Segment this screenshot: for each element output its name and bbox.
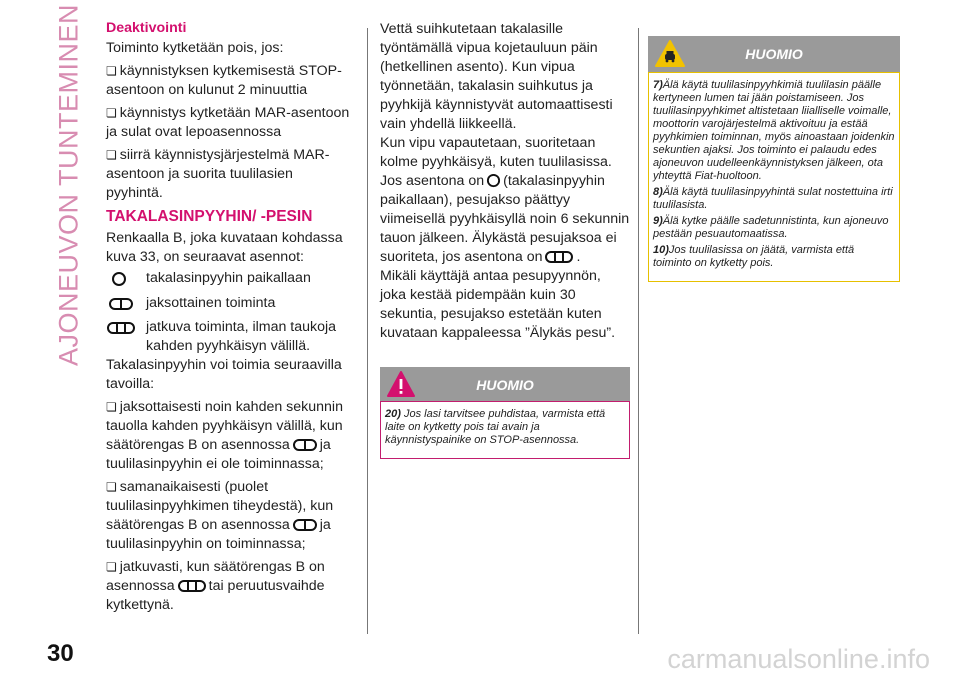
bullet-item: ❏ käynnistyksen kytkemisestä STOP-asentoon on kulunut 2 minuuttia	[106, 62, 351, 100]
note-body	[380, 401, 630, 459]
note-number: 20)	[385, 408, 401, 420]
watermark: carmanualsonline.info	[667, 644, 930, 674]
bullet-item: ❏ käynnistys kytketään MAR-asentoon ja sulat ovat lepoasennossa	[106, 104, 351, 142]
rear-wiper-section-title: TAKALASINPYYHIN/ -PESIN	[106, 208, 313, 225]
note-item: 9)Älä kytke päälle sadetunnistinta, kun ajoneuvo pestään pesuautomaatissa.	[653, 215, 889, 240]
wiper-off-icon	[111, 271, 127, 287]
warning-note	[380, 367, 630, 459]
note-item: 8)Älä käytä tuulilasinpyyhintä sulat nostettuina irti tuulilasista.	[653, 186, 893, 211]
note-item: 10)Jos tuulilasissa on jäätä, varmista että toiminto on kytketty pois.	[653, 244, 855, 269]
column-1	[106, 20, 351, 615]
positions-intro: Renkaalla B, joka kuvataan kohdassa kuva 33, on seuraavat asennot:	[106, 230, 343, 265]
position-row	[106, 269, 351, 292]
wiper-intermittent-icon	[292, 518, 318, 532]
deactivation-heading: Deaktivointi	[106, 20, 187, 36]
wiper-off-icon	[486, 173, 501, 188]
page-number: 30	[47, 640, 74, 667]
wiper-intermittent-icon	[108, 297, 134, 311]
bullet-item: ❏ samanaikaisesti (puolet tuulilasinpyyhkimen tiheydestä), kun säätörengas B on asennossa ja tuulilasinpyyhin on toiminnassa;	[106, 478, 351, 554]
position-text: takalasinpyyhin paikallaan	[146, 270, 311, 286]
side-title-text: AJONEUVON TUNTEMINEN	[53, 3, 84, 367]
wiper-continuous-icon	[106, 321, 136, 335]
body-paragraph: Mikäli käyttäjä antaa pesupyynnön, joka kestää pidempään kuin 30 sekuntia, pesujakso estetään kuten kuvataan kappaleessa ”Älykäs pesu”.	[380, 268, 616, 341]
position-text: jatkuva toiminta, ilman taukoja kahden pyyhkäisyn välillä.	[146, 319, 337, 354]
bullet-item: ❏ siirrä käynnistysjärjestelmä MAR-asentoon ja suorita tuulilasien pyyhintä.	[106, 146, 351, 203]
side-section-title	[53, 3, 84, 367]
note-body	[648, 72, 900, 282]
column-divider	[367, 28, 368, 634]
wiper-intermittent-icon	[292, 438, 318, 452]
wiper-continuous-icon	[177, 579, 207, 593]
column-3	[648, 20, 900, 282]
column-divider	[638, 28, 639, 634]
position-row	[106, 294, 351, 316]
bullet-item: ❏ jatkuvasti, kun säätörengas B on asennossa tai peruutusvaihde kytkettynä.	[106, 558, 351, 615]
bullet-item: ❏ jaksottaisesti noin kahden sekunnin tauolla kahden pyyhkäisyn välillä, kun säätörengas B on asennossa ja tuulilasinpyyhin ei ole toiminnassa;	[106, 398, 351, 474]
note-text: Jos lasi tarvitsee puhdistaa, varmista että laite on kytketty pois tai avain ja käynnistyspainike on STOP-asennossa.	[385, 408, 606, 446]
note-item: 7)Älä käytä tuulilasinpyyhkimiä tuulilasin päälle kertyneen lumen tai jään poistamiseen. Jos tuulilasinpyyhkimet altistetaan liialliselle voimalle, moottorin varojärjestelmä aktivoituu ja estää pyyhkimien toiminnan, myös ainoastaan joidenkin sekuntien ajaksi. Jos toiminto ei palaudu edes ajoneuvon uudelleenkäynnistyksen jälkeen, ota yhteyttä Fiat-huoltoon.	[653, 79, 895, 182]
body-paragraph: Vettä suihkutetaan takalasille työntämällä vipua kojetauluun päin (hetkellinen asento). Kun vipua työnnetään, takalasin suihkutus ja pyyhkijä käynnistyvät automaattisesti vain yhdellä liikkeellä.	[380, 21, 613, 132]
note-header	[648, 36, 900, 72]
position-row	[106, 318, 351, 356]
caution-note	[648, 36, 900, 282]
position-text: jaksottainen toiminta	[146, 295, 276, 311]
deactivation-intro: Toiminto kytketään pois, jos:	[106, 40, 284, 56]
note-title: HUOMIO	[745, 46, 803, 62]
wiper-continuous-icon	[544, 250, 574, 264]
modes-intro: Takalasinpyyhin voi toimia seuraavilla tavoilla:	[106, 357, 342, 392]
note-header	[380, 367, 630, 401]
note-title: HUOMIO	[476, 377, 534, 393]
body-paragraph: Kun vipu vapautetaan, suoritetaan kolme pyyhkäisyä, kuten tuulilasissa. Jos asentona on (takalasinpyyhin paikallaan), pesujakso päättyy viimeisellä pyyhkäisyllä noin 6 sekunnin tauon jälkeen. Älykästä pesujaksoa ei suoriteta, jos asentona on .	[380, 135, 630, 265]
column-2	[380, 20, 630, 459]
